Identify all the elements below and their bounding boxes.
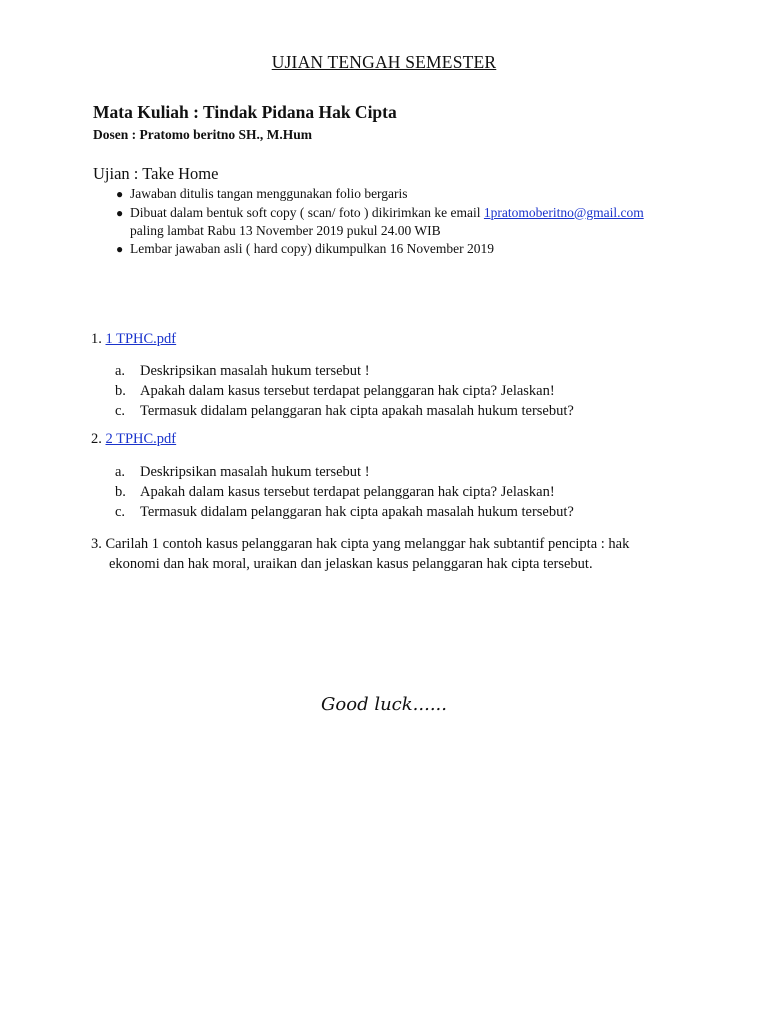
list-item xyxy=(115,401,675,421)
closing-text: Good luck...... xyxy=(321,694,447,715)
lecturer-name: Dosen : Pratomo beritno SH., M.Hum xyxy=(93,127,312,142)
instruction-text: Dibuat dalam bentuk soft copy ( scan/ foto ) dikirimkan ke email xyxy=(130,204,484,220)
list-item xyxy=(115,462,675,482)
instruction-deadline: paling lambat Rabu 13 November 2019 pukul 24.00 WIB xyxy=(130,222,441,238)
bullet-icon: ● xyxy=(116,242,124,256)
question-1-heading xyxy=(91,331,176,348)
item-letter: a. xyxy=(115,363,126,379)
item-letter: a. xyxy=(115,464,126,480)
question-1-file-link[interactable]: 1 TPHC.pdf xyxy=(105,331,177,347)
instruction-list xyxy=(113,185,713,259)
list-item xyxy=(115,482,675,502)
item-letter: c. xyxy=(115,403,126,419)
list-item xyxy=(115,502,675,522)
item-text: Apakah dalam kasus tersebut terdapat pelanggaran hak cipta? Jelaskan! xyxy=(140,484,555,500)
page-title: UJIAN TENGAH SEMESTER xyxy=(271,52,497,72)
item-letter: c. xyxy=(115,504,126,520)
question-2-file-link[interactable]: 2 TPHC.pdf xyxy=(105,431,177,447)
instruction-item xyxy=(113,185,713,203)
item-letter: b. xyxy=(115,484,126,500)
question-1-subitems xyxy=(115,361,675,421)
question-2-heading xyxy=(91,431,176,448)
instruction-text: Lembar jawaban asli ( hard copy) dikumpulkan 16 November 2019 xyxy=(130,241,495,256)
instruction-item xyxy=(113,240,713,258)
question-number: 2. xyxy=(91,431,102,447)
bullet-icon: ● xyxy=(116,187,124,201)
exam-type: Ujian : Take Home xyxy=(93,164,219,183)
item-text: Termasuk didalam pelanggaran hak cipta apakah masalah hukum tersebut? xyxy=(140,504,574,520)
bullet-icon: ● xyxy=(116,205,124,220)
instruction-item xyxy=(113,204,713,240)
list-item xyxy=(115,361,675,381)
item-text: Apakah dalam kasus tersebut terdapat pelanggaran hak cipta? Jelaskan! xyxy=(140,383,555,399)
item-text: Deskripsikan masalah hukum tersebut ! xyxy=(140,464,370,480)
course-name: Mata Kuliah : Tindak Pidana Hak Cipta xyxy=(93,102,397,122)
question-number: 3. xyxy=(91,536,102,552)
item-letter: b. xyxy=(115,383,126,399)
question-3-line-1 xyxy=(91,534,681,554)
question-3-text: Carilah 1 contoh kasus pelanggaran hak cipta yang melanggar hak subtantif pencipta : hak xyxy=(105,536,630,552)
list-item xyxy=(115,381,675,401)
question-2-subitems xyxy=(115,462,675,522)
instruction-text: Jawaban ditulis tangan menggunakan folio bergaris xyxy=(130,186,408,201)
question-number: 1. xyxy=(91,331,102,347)
question-3-line-2: ekonomi dan hak moral, uraikan dan jelaskan kasus pelanggaran hak cipta tersebut. xyxy=(109,556,593,572)
email-link[interactable]: 1pratomoberitno@gmail.com xyxy=(483,204,644,220)
item-text: Deskripsikan masalah hukum tersebut ! xyxy=(140,363,370,379)
item-text: Termasuk didalam pelanggaran hak cipta apakah masalah hukum tersebut? xyxy=(140,403,574,419)
question-3 xyxy=(91,534,681,574)
